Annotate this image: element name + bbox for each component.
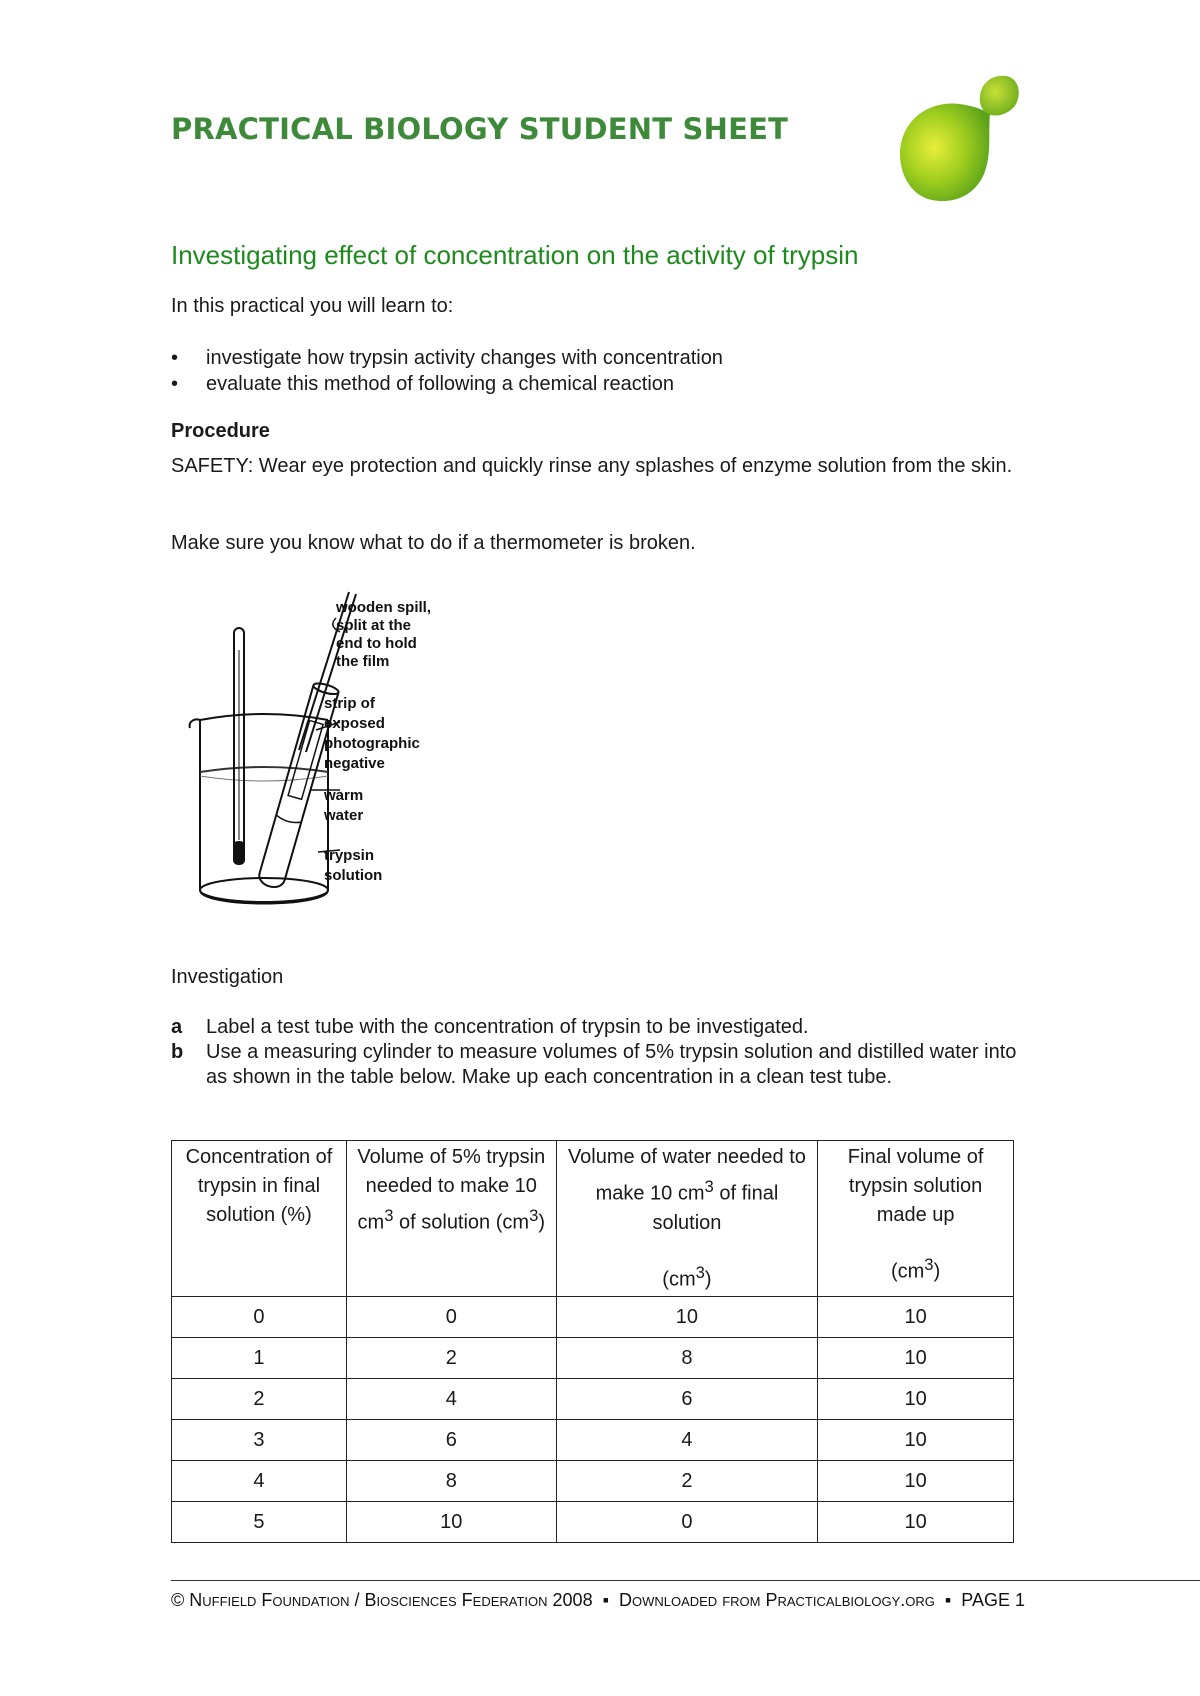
bullet-icon: • — [171, 373, 179, 395]
header-final-volume: Final volume of trypsin solution made up $(cm^3)$ — [818, 1141, 1014, 1297]
procedure-heading: Procedure — [171, 420, 270, 442]
trypsin-label-line-2: solution — [324, 867, 383, 884]
beaker-apparatus-diagram — [178, 590, 498, 930]
table-cell: 2 — [346, 1338, 556, 1379]
spill-label-line-4: the film — [336, 653, 390, 670]
table-row — [172, 1379, 1014, 1420]
table-row — [172, 1338, 1014, 1379]
dilution-table — [171, 1140, 1014, 1543]
trypsin-label-line-1: trypsin — [324, 847, 375, 864]
page-footer — [171, 1590, 1025, 1611]
table-cell: 10 — [818, 1502, 1014, 1543]
thermometer-note: Make sure you know what to do if a thermometer is broken. — [171, 532, 696, 554]
safety-note: SAFETY: Wear eye protection and quickly rinse any splashes of enzyme solution from the skin. — [171, 455, 1013, 477]
table-cell: 10 — [818, 1338, 1014, 1379]
table-row — [172, 1461, 1014, 1502]
bullet-icon: • — [171, 347, 179, 369]
table-row — [172, 1420, 1014, 1461]
table-cell: 4 — [346, 1379, 556, 1420]
step-text: Label a test tube with the concentration of trypsin to be investigated. — [206, 1016, 809, 1038]
footer-page-number: PAGE 1 — [961, 1590, 1025, 1610]
list-item — [171, 371, 723, 397]
footer-separator: ▪ — [602, 1590, 609, 1610]
list-item — [171, 345, 723, 371]
list-item-text: evaluate this method of following a chemical reaction — [206, 373, 675, 395]
list-item — [171, 1040, 1031, 1090]
table-cell: 2 — [172, 1379, 347, 1420]
header-water-volume: Volume of water needed to make 10 $cm^3$ of final solution $(cm^3)$ — [556, 1141, 818, 1297]
step-text: Use a measuring cylinder to measure volumes of 5% trypsin solution and distilled water into as shown in the table below. Make up each concentration in a clean test tube. — [206, 1041, 1017, 1088]
footer-divider — [171, 1580, 1200, 1581]
table-cell: 10 — [556, 1297, 818, 1338]
footer-download-link[interactable]: Downloaded from Practicalbiology.org — [618, 1590, 935, 1610]
thermometer-icon — [234, 628, 244, 864]
strip-label-line-3: photographic — [324, 735, 420, 752]
spill-label-line-1: wooden spill, — [336, 599, 432, 616]
strip-label-line-4: negative — [324, 755, 385, 772]
document-title: Investigating effect of concentration on the activity of trypsin — [171, 240, 859, 270]
table-cell: 10 — [818, 1297, 1014, 1338]
table-cell: 1 — [172, 1338, 347, 1379]
table-cell: 6 — [556, 1379, 818, 1420]
table-cell: 0 — [346, 1297, 556, 1338]
table-cell: 10 — [346, 1502, 556, 1543]
step-marker: b — [171, 1041, 184, 1063]
spill-label-line-2: split at the — [336, 617, 412, 634]
water-label-line-1: warm — [324, 787, 364, 804]
intro-text: In this practical you will learn to: — [171, 295, 454, 317]
table-cell: 3 — [172, 1420, 347, 1461]
table-cell: 6 — [346, 1420, 556, 1461]
strip-label-line-2: exposed — [324, 715, 385, 732]
footer-copyright: © Nuffield Foundation / Biosciences Federation 2008 — [171, 1590, 593, 1610]
sheet-header-title: PRACTICAL BIOLOGY STUDENT SHEET — [171, 112, 789, 146]
header-trypsin-volume: Volume of 5% trypsin needed to make 10 $cm^3$ of solution $(cm^3)$ — [346, 1141, 556, 1297]
table-cell: 4 — [172, 1461, 347, 1502]
list-item-text: investigate how trypsin activity changes with concentration — [206, 347, 723, 369]
learning-outcomes-list — [171, 345, 723, 397]
table-row — [172, 1502, 1014, 1543]
table-cell: 10 — [818, 1379, 1014, 1420]
spill-label-line-3: end to hold — [336, 635, 417, 652]
header-concentration: Concentration of trypsin in final solution (%) — [172, 1141, 347, 1297]
table-cell: 5 — [172, 1502, 347, 1543]
water-label-line-2: water — [324, 807, 364, 824]
table-cell: 10 — [818, 1461, 1014, 1502]
investigation-steps — [171, 1015, 1031, 1090]
table-cell: 8 — [346, 1461, 556, 1502]
table-row — [172, 1297, 1014, 1338]
list-item — [171, 1015, 1031, 1040]
table-cell: 0 — [556, 1502, 818, 1543]
table-cell: 4 — [556, 1420, 818, 1461]
step-marker: a — [171, 1016, 183, 1038]
strip-label-line-1: strip of — [324, 695, 375, 712]
table-cell: 0 — [172, 1297, 347, 1338]
investigation-heading: Investigation — [171, 966, 284, 988]
table-header-row — [172, 1141, 1014, 1297]
footer-separator: ▪ — [944, 1590, 952, 1610]
table-cell: 10 — [818, 1420, 1014, 1461]
table-cell: 8 — [556, 1338, 818, 1379]
table-cell: 2 — [556, 1461, 818, 1502]
green-droplet-logo-icon — [892, 72, 1022, 207]
